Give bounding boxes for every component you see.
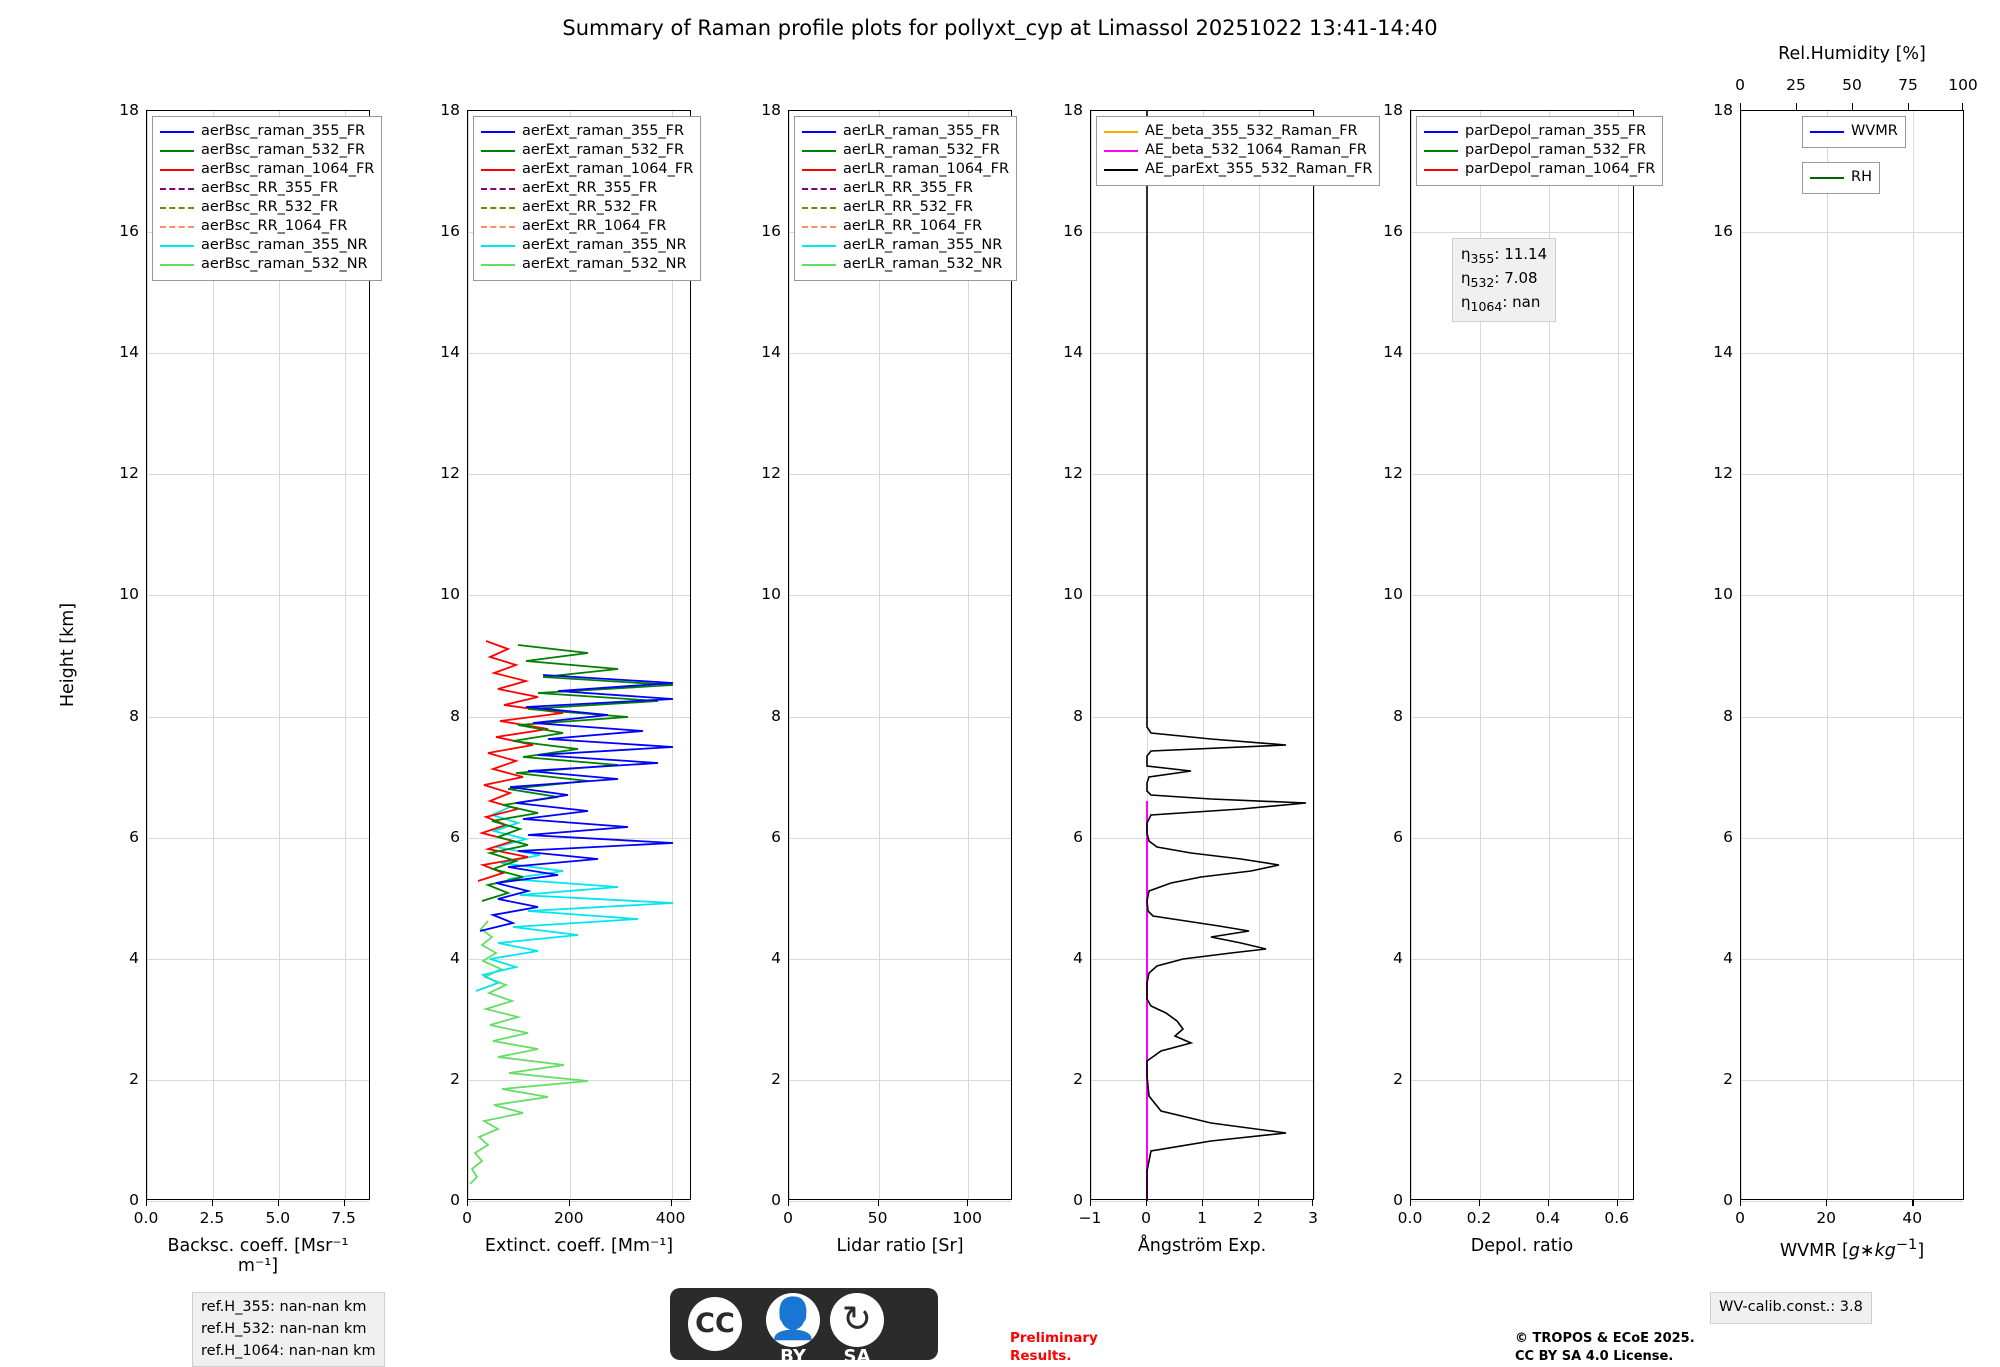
x-tick: 40 <box>1902 1209 1923 1227</box>
legend-swatch <box>802 188 836 190</box>
legend-label: aerLR_raman_532_NR <box>843 255 1003 272</box>
legend-swatch <box>160 245 194 247</box>
legend-wvmr <box>1802 116 1906 148</box>
legend-label: aerBsc_raman_1064_FR <box>201 160 375 177</box>
ref-height-1064: ref.H_1064: nan-nan km <box>201 1342 376 1359</box>
y-tick: 0 <box>1393 1191 1403 1209</box>
x-tick: 0 <box>462 1209 472 1227</box>
y-tick: 16 <box>119 222 139 241</box>
legend-label: aerExt_RR_355_FR <box>522 179 658 196</box>
legend-label: aerBsc_RR_1064_FR <box>201 217 348 234</box>
y-tick: 14 <box>761 343 781 362</box>
legend-label: aerBsc_raman_532_NR <box>201 255 368 272</box>
x-tick: 100 <box>952 1209 982 1227</box>
y-tick: 16 <box>1063 222 1083 241</box>
panel-depolarization <box>1383 101 1656 1256</box>
eta-symbol: η <box>1461 245 1471 263</box>
x-tick: 0 <box>1735 1209 1745 1227</box>
legend-label: aerBsc_raman_355_FR <box>201 122 366 139</box>
preliminary-line-2: Results. <box>1010 1347 1072 1364</box>
y-tick: 6 <box>771 827 781 846</box>
page-title: Summary of Raman profile plots for pollyxt_cyp at Limassol 20251022 13:41-14:40 <box>562 16 1438 40</box>
ref-height-box <box>192 1292 385 1367</box>
legend-label: parDepol_raman_1064_FR <box>1465 160 1656 177</box>
legend-label: aerExt_raman_355_NR <box>522 236 687 253</box>
panel-angstrom <box>1063 101 1373 1256</box>
x-tick: 0.0 <box>1397 1209 1423 1227</box>
legend-label: AE_beta_532_1064_Raman_FR <box>1145 141 1367 158</box>
y-tick: 16 <box>761 222 781 241</box>
legend-swatch <box>160 226 194 228</box>
y-tick: 0 <box>129 1191 139 1209</box>
legend-swatch <box>802 207 836 209</box>
legend-swatch <box>160 169 194 171</box>
top-tick: 25 <box>1786 76 1806 94</box>
x-tick: 0 <box>1141 1209 1151 1227</box>
y-tick: 12 <box>440 464 460 483</box>
legend-depolarization <box>1416 116 1663 186</box>
y-tick: 4 <box>771 948 781 967</box>
y-tick: 10 <box>440 585 460 604</box>
x-tick: 1 <box>1197 1209 1207 1227</box>
legend-angstrom <box>1096 116 1380 186</box>
legend-label: aerBsc_raman_355_NR <box>201 236 368 253</box>
legend-swatch <box>1424 150 1458 152</box>
legend-swatch <box>1104 169 1138 171</box>
x-tick: 2 <box>1253 1209 1263 1227</box>
x-tick: 7.5 <box>331 1209 356 1227</box>
panel-extinction <box>440 101 694 1256</box>
y-tick: 18 <box>1063 101 1083 119</box>
top-axis-label-rh: Rel.Humidity [%] <box>1778 44 1926 64</box>
legend-swatch <box>160 150 194 152</box>
eta-value: 11.14 <box>1504 245 1548 263</box>
y-tick: 16 <box>1713 222 1733 241</box>
y-tick: 10 <box>1713 585 1733 604</box>
legend-label: aerLR_raman_1064_FR <box>843 160 1010 177</box>
legend-label: aerExt_raman_355_FR <box>522 122 685 139</box>
x-tick: 0.2 <box>1466 1209 1492 1227</box>
legend-swatch <box>160 131 194 133</box>
x-axis-label-lidar-ratio: Lidar ratio [Sr] <box>836 1236 964 1256</box>
share-alike-icon: ↻ <box>841 1299 873 1340</box>
legend-swatch <box>481 188 515 190</box>
x-axis-label-depolarization: Depol. ratio <box>1470 1236 1574 1256</box>
legend-swatch <box>481 226 515 228</box>
y-tick: 18 <box>1713 101 1733 119</box>
y-tick: 2 <box>1393 1069 1403 1088</box>
x-axis-label-wvmr: WVMR $[g∗kg^{-1}]$ <box>1779 1236 1925 1261</box>
y-tick: 4 <box>129 948 139 967</box>
x-tick: 5.0 <box>265 1209 291 1227</box>
y-tick: 12 <box>761 464 781 483</box>
y-tick: 0 <box>450 1191 460 1209</box>
y-tick: 0 <box>1073 1191 1083 1209</box>
cc-sa-label: SA <box>843 1346 871 1367</box>
y-tick: 8 <box>129 706 139 725</box>
legend-label: WVMR <box>1851 122 1898 139</box>
legend-extinction <box>473 116 701 281</box>
legend-label: RH <box>1851 168 1872 185</box>
copyright-line-2: CC BY SA 4.0 License. <box>1515 1348 1674 1364</box>
y-tick: 10 <box>761 585 781 604</box>
y-tick: 14 <box>1383 343 1403 362</box>
x-axis-label-backscatter: Backsc. coeff. [Msr⁻¹ m⁻¹] <box>167 1236 349 1276</box>
cc-license-badge[interactable] <box>670 1288 938 1367</box>
preliminary-line-1: Preliminary <box>1010 1330 1098 1346</box>
y-tick: 6 <box>450 827 460 846</box>
legend-swatch <box>1104 131 1138 133</box>
y-tick: 8 <box>450 706 460 725</box>
y-tick: 6 <box>1073 827 1083 846</box>
legend-label: AE_parExt_355_532_Raman_FR <box>1145 160 1373 177</box>
legend-swatch <box>802 226 836 228</box>
legend-swatch <box>1424 131 1458 133</box>
legend-backscatter <box>152 116 382 281</box>
legend-label: aerLR_RR_532_FR <box>843 198 973 215</box>
legend-swatch <box>481 131 515 133</box>
eta-value: 7.08 <box>1504 269 1538 288</box>
legend-label: parDepol_raman_532_FR <box>1465 141 1647 158</box>
person-icon: 👤 <box>768 1296 818 1342</box>
y-tick: 18 <box>1383 101 1403 119</box>
legend-label: aerBsc_raman_532_FR <box>201 141 366 158</box>
legend-swatch <box>802 150 836 152</box>
y-tick: 14 <box>440 343 460 362</box>
top-tick: 0 <box>1735 76 1745 94</box>
y-tick: 12 <box>119 464 139 483</box>
y-tick: 2 <box>129 1069 139 1088</box>
y-tick: 4 <box>1723 948 1733 967</box>
x-tick: 50 <box>867 1209 888 1227</box>
eta-sub: 1064 <box>1470 299 1503 315</box>
x-tick: 20 <box>1816 1209 1837 1227</box>
legend-swatch <box>1810 177 1844 179</box>
legend-label: aerExt_RR_532_FR <box>522 198 658 215</box>
legend-swatch <box>802 169 836 171</box>
y-tick: 6 <box>129 827 139 846</box>
y-tick: 16 <box>440 222 460 241</box>
y-tick: 14 <box>1063 343 1083 362</box>
x-tick: 400 <box>655 1209 686 1227</box>
y-tick: 8 <box>771 706 781 725</box>
legend-swatch <box>802 245 836 247</box>
eta-value: nan <box>1512 293 1541 312</box>
legend-label: parDepol_raman_355_FR <box>1465 122 1647 139</box>
y-tick: 2 <box>771 1069 781 1088</box>
ref-height-532: ref.H_532: nan-nan km <box>201 1320 367 1337</box>
x-tick: 200 <box>554 1209 584 1227</box>
y-tick: 4 <box>1393 948 1403 967</box>
copyright-line-1: © TROPOS & ECoE 2025. <box>1515 1331 1695 1346</box>
y-tick: 18 <box>119 101 139 119</box>
x-tick: 0 <box>783 1209 793 1227</box>
y-tick: 8 <box>1393 706 1403 725</box>
legend-swatch <box>481 150 515 152</box>
plot-area-wvmr <box>1740 110 1964 1200</box>
panel-lidar-ratio <box>761 101 1012 1256</box>
top-tick: 50 <box>1842 76 1862 94</box>
panel-backscatter <box>58 101 375 1276</box>
y-tick: 10 <box>1063 585 1083 604</box>
x-tick: 0.4 <box>1535 1209 1561 1227</box>
x-tick: 3 <box>1308 1209 1318 1227</box>
legend-label: aerBsc_RR_355_FR <box>201 179 339 196</box>
legend-label: AE_beta_355_532_Raman_FR <box>1145 122 1358 139</box>
legend-label: aerLR_raman_532_FR <box>843 141 1000 158</box>
legend-swatch <box>1104 150 1138 152</box>
y-tick: 4 <box>1073 948 1083 967</box>
eta-symbol: η <box>1461 293 1471 312</box>
plot-area-angstrom <box>1090 110 1314 1200</box>
cc-by-label: BY <box>780 1346 806 1367</box>
top-tick: 75 <box>1898 76 1918 94</box>
legend-swatch <box>160 264 194 266</box>
y-tick: 6 <box>1723 827 1733 846</box>
cc-mark: CC <box>695 1308 735 1339</box>
y-tick: 8 <box>1073 706 1083 725</box>
legend-lidar-ratio <box>794 116 1017 281</box>
y-tick: 2 <box>1723 1069 1733 1088</box>
y-tick: 10 <box>1383 585 1403 604</box>
angstrom-traces <box>1091 111 1315 1201</box>
x-tick: 0.0 <box>133 1209 159 1227</box>
y-tick: 18 <box>440 101 460 119</box>
legend-label: aerLR_raman_355_FR <box>843 122 1000 139</box>
legend-label: aerExt_raman_1064_FR <box>522 160 694 177</box>
y-tick: 16 <box>1383 222 1403 241</box>
legend-rh <box>1802 162 1880 194</box>
legend-swatch <box>802 131 836 133</box>
legend-label: aerLR_RR_1064_FR <box>843 217 983 234</box>
legend-label: aerExt_raman_532_FR <box>522 141 685 158</box>
y-tick: 12 <box>1383 464 1403 483</box>
top-tick: 100 <box>1948 76 1978 94</box>
y-tick: 6 <box>1393 827 1403 846</box>
y-tick: 14 <box>1713 343 1733 362</box>
eta-sub: 355 <box>1470 251 1495 266</box>
y-tick: 8 <box>1723 706 1733 725</box>
panel-wvmr <box>1713 44 1978 1261</box>
eta-symbol: η <box>1461 269 1471 288</box>
y-tick: 18 <box>761 101 781 119</box>
legend-swatch <box>1424 169 1458 171</box>
legend-swatch <box>160 188 194 190</box>
y-tick: 2 <box>450 1069 460 1088</box>
x-axis-label-angstrom: Ångström Exp. <box>1137 1236 1267 1256</box>
y-tick: 12 <box>1713 464 1733 483</box>
legend-swatch <box>481 207 515 209</box>
legend-swatch <box>481 245 515 247</box>
legend-label: aerLR_RR_355_FR <box>843 179 973 196</box>
ref-height-355: ref.H_355: nan-nan km <box>201 1299 367 1315</box>
legend-swatch <box>481 169 515 171</box>
legend-label: aerExt_RR_1064_FR <box>522 217 667 234</box>
legend-label: aerBsc_RR_532_FR <box>201 198 339 215</box>
y-tick: 14 <box>119 343 139 362</box>
legend-label: aerExt_raman_532_NR <box>522 255 687 272</box>
y-tick: 4 <box>450 948 460 967</box>
wv-calib-box: WV-calib.const.: 3.8 <box>1710 1292 1872 1324</box>
legend-label: aerLR_raman_355_NR <box>843 236 1003 253</box>
x-tick: −1 <box>1078 1209 1102 1227</box>
eta-sub: 532 <box>1470 275 1495 291</box>
y-tick: 12 <box>1063 464 1083 483</box>
legend-swatch <box>481 264 515 266</box>
legend-swatch <box>802 264 836 266</box>
eta-note: $\eta_{355}$: 11.14 $\eta_{532}$: 7.08 $\eta_{1064}$: nan <box>1452 238 1556 322</box>
legend-swatch <box>160 207 194 209</box>
x-tick: 2.5 <box>199 1209 225 1227</box>
y-axis-label: Height [km] <box>58 602 78 708</box>
y-tick: 10 <box>119 585 139 604</box>
x-tick: 0.6 <box>1604 1209 1630 1227</box>
x-axis-label-extinction: Extinct. coeff. [Mm⁻¹] <box>484 1236 674 1256</box>
legend-swatch <box>1810 131 1844 133</box>
y-tick: 0 <box>771 1191 781 1209</box>
y-tick: 2 <box>1073 1069 1083 1088</box>
y-tick: 0 <box>1723 1191 1733 1209</box>
